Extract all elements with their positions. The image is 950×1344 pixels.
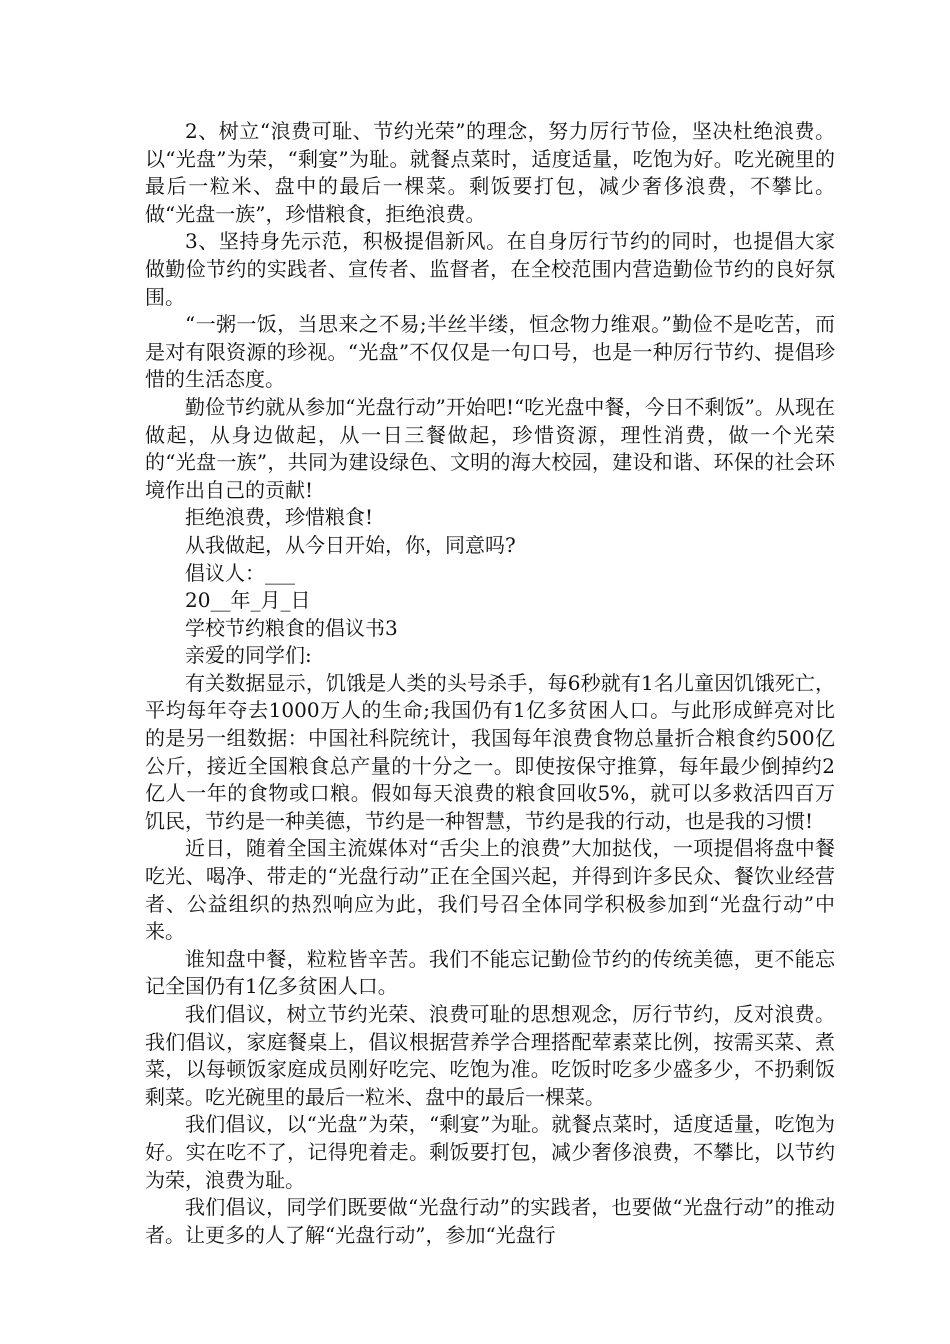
salutation: 亲爱的同学们:	[185, 643, 312, 668]
paragraph-poem: 谁知盘中餐，粒粒皆辛苦。我们不能忘记勤俭节约的传统美德，更不能忘记全国仍有1亿多贫困人口。	[145, 946, 835, 999]
proposer-line: 倡议人：___	[185, 560, 295, 585]
date-line: 20__年_月_日	[185, 588, 311, 613]
paragraph-quote: “一粥一饭，当思来之不易;半丝半缕，恒念物力维艰。”勤俭不是吃苦，而是对有限资源的珍视。“光盘”不仅仅是一句口号，也是一种厉行节约、提倡珍惜的生活态度。	[145, 312, 835, 392]
slogan-line: 拒绝浪费，珍惜粮食!	[185, 505, 374, 530]
section-title: 学校节约粮食的倡议书3	[185, 615, 398, 640]
question-line: 从我做起，从今日开始，你，同意吗?	[185, 532, 516, 557]
paragraph-proposal-3: 我们倡议，同学们既要做“光盘行动”的实践者，也要做“光盘行动”的推动者。让更多的人了解“光盘行动”，参加“光盘行	[145, 1195, 835, 1247]
paragraph-item-2: 2、树立“浪费可耻、节约光荣”的理念，努力厉行节俭，坚决杜绝浪费。以“光盘”为荣，“剩宴”为耻。就餐点菜时，适度适量，吃饱为好。吃光碗里的最后一粒米、盘中的最后一棵菜。剩饭要打包，减少奢侈浪费，不攀比。做“光盘一族”，珍惜粮食，拒绝浪费。	[145, 119, 835, 226]
paragraph-item-3: 3、坚持身先示范，积极提倡新风。在自身厉行节约的同时，也提倡大家做勤俭节约的实践者、宣传者、监督者，在全校范围内营造勤俭节约的良好氛围。	[145, 229, 835, 309]
paragraph-proposal-1: 我们倡议，树立节约光荣、浪费可耻的思想观念，厉行节约，反对浪费。我们倡议，家庭餐桌上，倡议根据营养学合理搭配荤素菜比例，按需买菜、煮菜，以每顿饭家庭成员刚好吃完、吃饱为准。吃饭时吃多少盛多少，不扔剩饭剩菜。吃光碗里的最后一粒米、盘中的最后一棵菜。	[145, 1002, 835, 1109]
paragraph-statistics: 有关数据显示，饥饿是人类的头号杀手，每6秒就有1名儿童因饥饿死亡，平均每年夺去1000万人的生命;我国仍有1亿多贫困人口。与此形成鲜亮对比的是另一组数据：中国社科院统计，我国每年浪费食物总量折合粮食约500亿公斤，接近全国粮食总产量的十分之一。即使按保守推算，每年最少倒掉约2亿人一年的食物或口粮。假如每天浪费的粮食回收5%，就可以多救活四百万饥民，节约是一种美德，节约是一种智慧，节约是我的行动，也是我的习惯!	[145, 670, 835, 833]
paragraph-clean-plate: 勤俭节约就从参加“光盘行动”开始吧!“吃光盘中餐，今日不剩饭”。从现在做起，从身边做起，从一日三餐做起，珍惜资源，理性消费，做一个光荣的“光盘一族”，共同为建设绿色、文明的海大校园，建设和谐、环保的社会环境作出自己的贡献!	[145, 394, 835, 502]
paragraph-proposal-2: 我们倡议，以“光盘”为荣，“剩宴”为耻。就餐点菜时，适度适量，吃饱为好。实在吃不了，记得兜着走。剩饭要打包，减少奢侈浪费，不攀比，以节约为荣，浪费为耻。	[145, 1112, 835, 1192]
document-body	[145, 118, 835, 1249]
paragraph-recent: 近日，随着全国主流媒体对“舌尖上的浪费”大加挞伐，一项提倡将盘中餐吃光、喝净、带走的“光盘行动”正在全国兴起，并得到许多民众、餐饮业经营者、公益组织的热烈响应为此，我们号召全体同学积极参加到“光盘行动”中来。	[145, 836, 835, 944]
